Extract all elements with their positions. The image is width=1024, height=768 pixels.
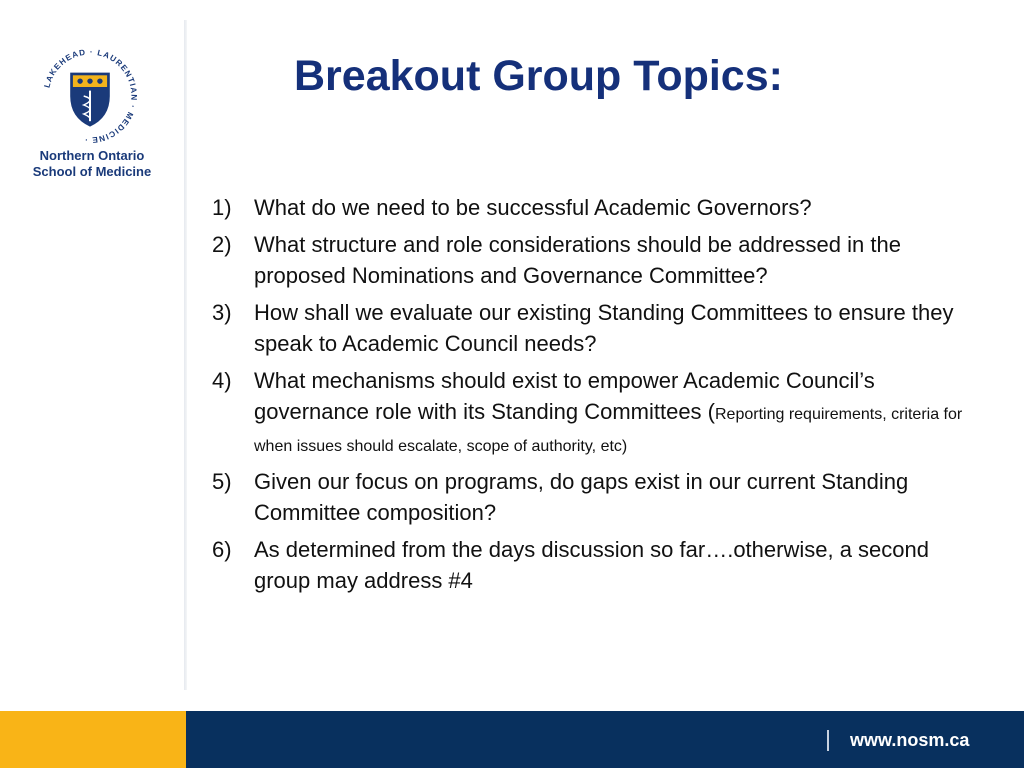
topic-number: 6) (212, 537, 232, 562)
topic-item (212, 297, 964, 359)
topic-number: 5) (212, 469, 232, 494)
footer-separator (827, 730, 829, 751)
topic-list (212, 192, 964, 602)
topic-text: Given our focus on programs, do gaps exist in our current Standing Committee composition? (254, 469, 909, 525)
org-name (0, 148, 184, 180)
org-name-line2: School of Medicine (32, 164, 152, 179)
topic-item (212, 466, 964, 528)
shield-icon (70, 73, 110, 127)
topic-item (212, 534, 964, 596)
topic-text: As determined from the days discussion so far….otherwise, a second group may address #4 (254, 537, 929, 593)
org-name-line1: Northern Ontario (39, 148, 145, 163)
topic-text: What do we need to be successful Academic Governors? (254, 195, 812, 220)
topic-number: 1) (212, 195, 232, 220)
footer-website-link[interactable]: www.nosm.ca (850, 730, 970, 750)
topic-number: 2) (212, 232, 232, 257)
footer-accent-bar (0, 711, 186, 768)
topic-item (212, 192, 964, 223)
slide-title: Breakout Group Topics: (294, 52, 783, 100)
topic-item (212, 229, 964, 291)
sidebar-divider (184, 20, 187, 690)
nosm-logo (36, 42, 144, 150)
logo-ring-text: LAKEHEAD · LAURENTIAN · MEDICINE · (42, 47, 139, 145)
topic-number: 4) (212, 368, 232, 393)
topic-number: 3) (212, 300, 232, 325)
topic-text: What mechanisms should exist to empower Academic Council’s governance role with its Standing Committees ( (254, 368, 875, 424)
topic-text: What structure and role considerations should be addressed in the proposed Nominations and Governance Committee? (254, 232, 901, 288)
topic-text: How shall we evaluate our existing Standing Committees to ensure they speak to Academic Council needs? (254, 300, 954, 356)
topic-item (212, 365, 964, 460)
topic-note: Reporting requirements, criteria for when issues should escalate, scope of authority, etc) (254, 406, 963, 455)
